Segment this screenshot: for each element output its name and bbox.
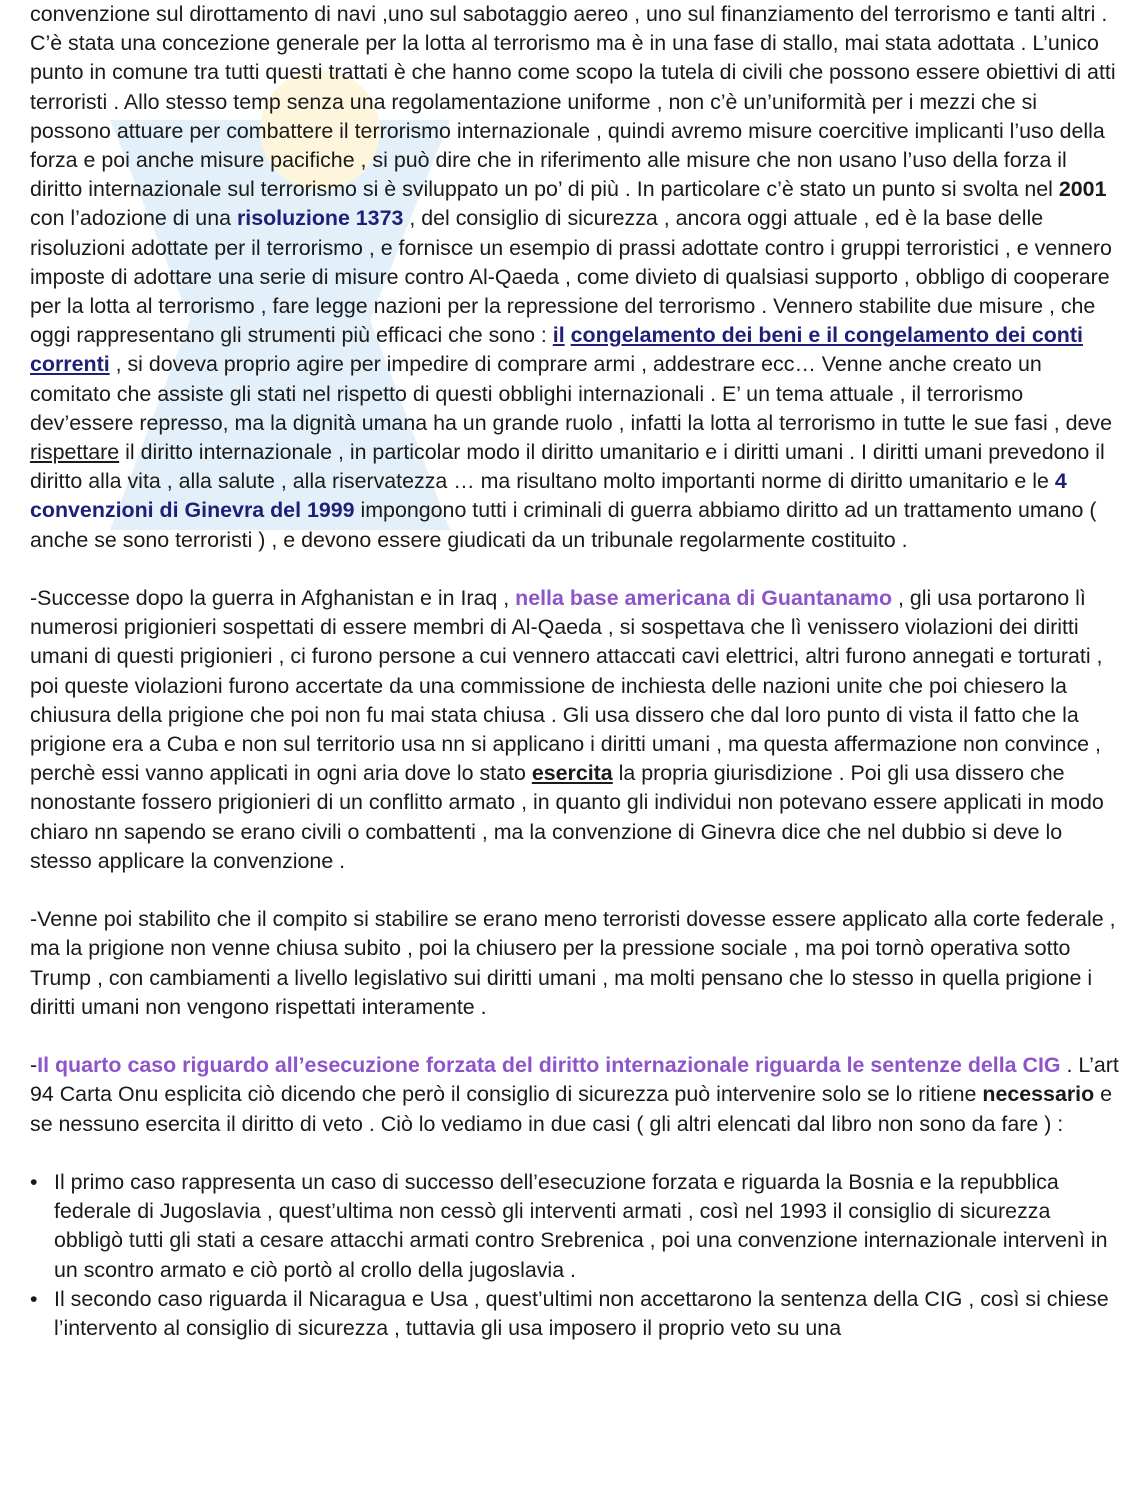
link-il[interactable]: il xyxy=(552,323,565,348)
paragraph-cig xyxy=(30,1051,1122,1139)
paragraph-terrorism-conventions xyxy=(30,0,1122,555)
document-page xyxy=(30,0,1122,1343)
underlined-esercita: esercita xyxy=(531,761,613,786)
bold-necessario: necessario xyxy=(982,1082,1095,1107)
underlined-rispettare: rispettare xyxy=(30,440,120,465)
text-run: , gli usa portarono lì numerosi prigionieri sospettati di essere membri di Al-Qaeda , si sospettava che lì venissero violazioni dei diritti umani di questi prigionieri , ci furono persone a cui vennero attaccati cavi elettrici, altri furono annegati e torturati , poi queste violazioni furono accertate da una commissione de inchiesta delle nazioni unite che poi chiesero la chiusura della prigione che poi non fu mai stata chiusa . Gli usa dissero che dal loro punto di vista il fatto che la prigione era a Cuba e non sul territorio usa nn si applicano i diritti umani , ma questa affermazione non convince , perchè essi vanno applicati in ogni aria dove lo stato xyxy=(30,586,1103,786)
bullet-icon: • xyxy=(30,1170,38,1195)
text-run: , si doveva proprio agire per impedire di comprare armi , addestrare ecc… Venne anche creato un comitato che assiste gli stati nel rispetto di questi obblighi internazionali . E’ un tema attuale , il terrorismo dev’essere represso, ma la dignità umana ha un grande ruolo , infatti la lotta al terrorismo in tutte le sue fasi , deve xyxy=(30,352,1113,435)
text-run: con l’adozione di una xyxy=(30,206,237,231)
paragraph-guantanamo xyxy=(30,584,1122,876)
paragraph-gap xyxy=(30,1022,1122,1051)
text-run: impongono tutti i criminali di guerra abbiamo diritto ad un trattamento umano ( anche se sono terroristi ) , e devono essere giudicati da un tribunale regolarmente costituito . xyxy=(30,498,1097,552)
paragraph-gap xyxy=(30,1139,1122,1168)
link-congelamento[interactable]: congelamento dei beni e il congelamento dei conti correnti xyxy=(30,323,1083,377)
bullet-icon: • xyxy=(30,1286,38,1311)
list-item xyxy=(30,1168,1122,1285)
bullet-list xyxy=(30,1168,1122,1343)
list-item-text: Il secondo caso riguarda il Nicaragua e Usa , quest’ultimi non accettarono la sentenza della CIG , così si chiese l’intervento al consiglio di sicurezza , tuttavia gli usa imposero il proprio veto su una xyxy=(54,1286,1109,1341)
text-run: -Successe dopo la guerra in Afghanistan e in Iraq , xyxy=(30,586,516,611)
guantanamo-highlight: nella base americana di Guantanamo xyxy=(515,586,893,611)
resolution-1373: risoluzione 1373 xyxy=(236,206,404,231)
text-run: e se nessuno esercita il diritto di veto . Ciò lo vediamo in due casi ( gli altri elencati dal libro non sono da fare ) : xyxy=(30,1082,1113,1136)
text-run: convenzione sul dirottamento di navi ,uno sul sabotaggio aereo , uno sul finanziamento del terrorismo e tanti altri . C’è stata una concezione generale per la lotta al terrorismo ma è in una fase di stallo, mai stata adottata . L’unico punto in comune tra tutti questi trattati è che hanno come scopo la tutela di civili che possono essere obiettivi di atti terroristi . Allo stesso temp senza una regolamentazione uniforme , non c’è un’uniformità per i mezzi che si possono attuare per combattere il terrorismo internazionale , quindi avremo misure coercitive implicanti l’uso della forza e poi anche misure pacifiche , si può dire che in riferimento alle misure che non usano l’uso della forza il diritto internazionale sul terrorismo si è sviluppato un po’ di più . In particolare c’è stato un punto si svolta nel xyxy=(30,2,1116,202)
list-item-text: Il primo caso rappresenta un caso di successo dell’esecuzione forzata e riguarda la Bosnia e la repubblica federale di Jugoslavia , quest’ultima non cessò gli interventi armati , così nel 1993 il consiglio di sicurezza obbligò tutti gli stati a cesare attacchi armati contro Srebrenica , poi una convenzione internazionale intervenì in un scontro armato e ciò portò al crollo della jugoslavia . xyxy=(54,1170,1108,1282)
list-item xyxy=(30,1285,1122,1343)
paragraph-gap xyxy=(30,876,1122,905)
paragraph-gap xyxy=(30,555,1122,584)
text-run: il diritto internazionale , in particolar modo il diritto umanitario e i diritti umani . I diritti umani prevedono il diritto alla vita , alla salute , alla riservatezza … ma risultano molto importanti norme di diritto umanitario e le xyxy=(30,440,1105,494)
cig-heading: Il quarto caso riguardo all’esecuzione forzata del diritto internazionale riguarda le sentenze della CIG xyxy=(37,1053,1061,1078)
geneva-conventions: 4 convenzioni di Ginevra del 1999 xyxy=(30,469,1067,523)
text-run: . L’art 94 Carta Onu esplicita ciò dicendo che però il consiglio di sicurezza può intervenire solo se lo ritiene xyxy=(30,1053,1119,1107)
text-run: la propria giurisdizione . Poi gli usa dissero che nonostante fossero prigionieri di un conflitto armato , in quanto gli individui non potevano essere applicati in modo chiaro nn sapendo se erano civili o combattenti , ma la convenzione di Ginevra dice che nel dubbio si deve lo stesso applicare la convenzione . xyxy=(30,761,1104,873)
text-run: , del consiglio di sicurezza , ancora oggi attuale , ed è la base delle risoluzioni adottate per il terrorismo , e fornisce un esempio di prassi adottate contro i gruppi terroristici , e vennero imposte di adottare una serie di misure contro Al-Qaeda , come divieto di qualsiasi supporto , obbligo di cooperare per la lotta al terrorismo , fare legge nazioni per la repressione del terrorismo . Vennero stabilite due misure , che oggi rappresentano gli strumenti più efficaci che sono : xyxy=(30,206,1112,348)
paragraph-federal-court: -Venne poi stabilito che il compito si stabilire se erano meno terroristi dovesse essere applicato alla corte federale , ma la prigione non venne chiusa subito , poi la chiusero per la pressione sociale , ma poi tornò operativa sotto Trump , con cambiamenti a livello legislativo sui diritti umani , ma molti pensano che lo stesso in quella prigione i diritti umani non vengono rispettati interamente . xyxy=(30,907,1116,1019)
text-run: - xyxy=(30,1053,38,1078)
year-2001: 2001 xyxy=(1058,177,1107,202)
